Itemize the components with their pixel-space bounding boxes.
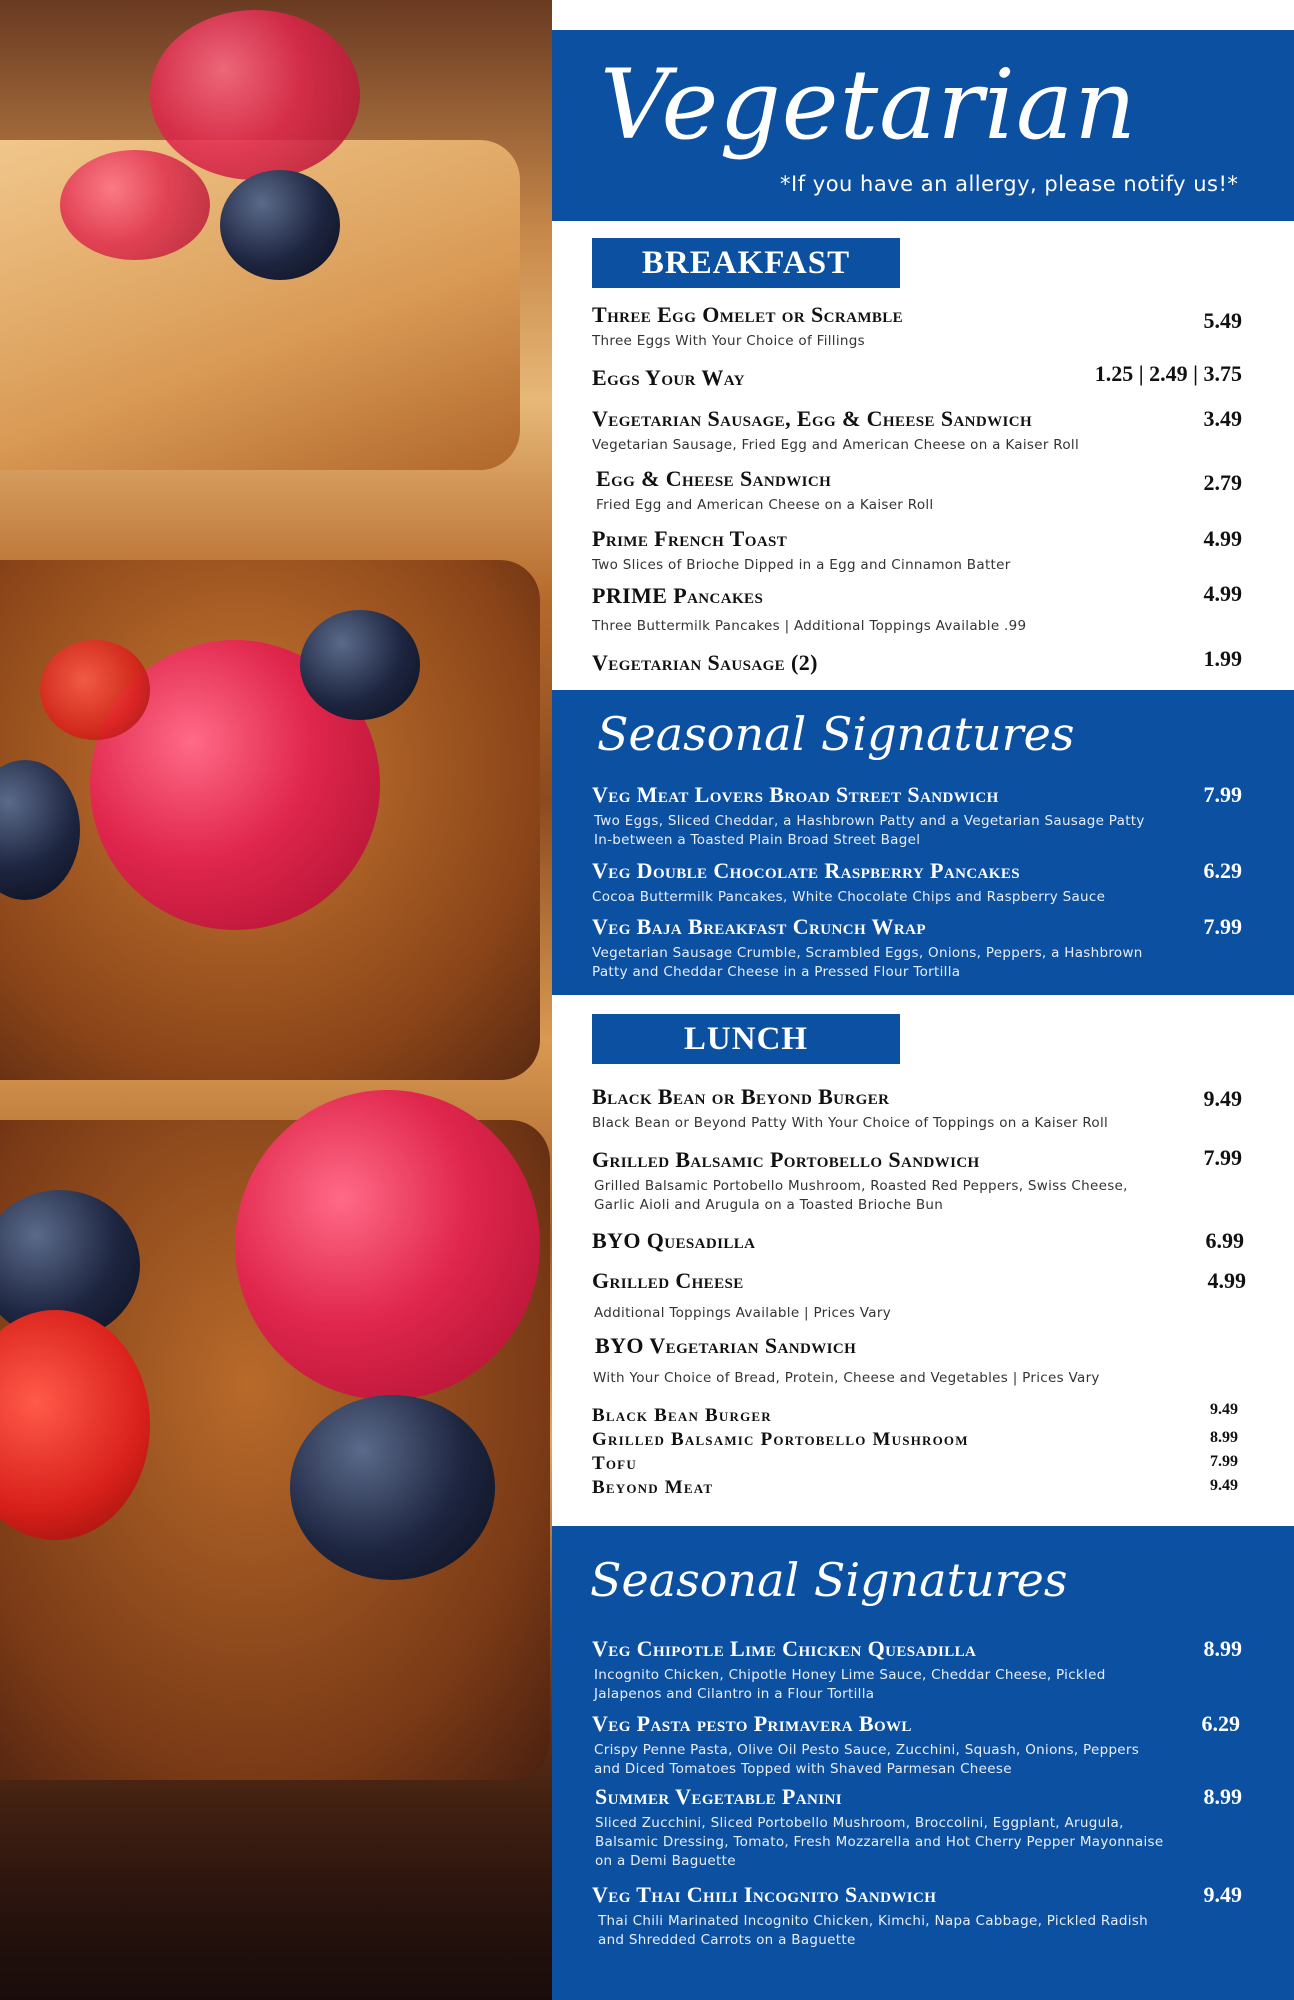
blueberry xyxy=(220,170,340,280)
item-name: BYO Quesadilla xyxy=(592,1228,756,1253)
item-price: 1.99 xyxy=(1203,646,1242,671)
menu-item xyxy=(592,583,1242,636)
item-price: 8.99 xyxy=(1203,1636,1242,1661)
item-description: With Your Choice of Bread, Protein, Cheese and Vegetables | Prices Vary xyxy=(593,1370,1100,1386)
item-price: 5.49 xyxy=(1203,308,1242,333)
menu-item xyxy=(592,646,1242,676)
menu-item xyxy=(595,1784,1245,1871)
byo-option xyxy=(592,1477,1242,1499)
item-name: Veg Meat Lovers Broad Street Sandwich xyxy=(592,782,999,807)
raspberry xyxy=(150,10,360,180)
item-description: Two Eggs, Sliced Cheddar, a Hashbrown Patty and a Vegetarian Sausage Patty In-between a Toasted Plain Broad Street Bagel xyxy=(594,813,1145,848)
raspberry xyxy=(60,150,210,260)
item-name: PRIME Pancakes xyxy=(592,583,764,608)
item-name: Vegetarian Sausage, Egg & Cheese Sandwich xyxy=(592,406,1033,431)
menu-item xyxy=(592,526,1242,575)
option-price: 8.99 xyxy=(1210,1429,1238,1446)
lunch-signatures-band xyxy=(552,1526,1294,2000)
item-name: Eggs Your Way xyxy=(592,365,745,390)
menu-item xyxy=(595,1333,1245,1388)
menu-item xyxy=(592,1084,1242,1133)
option-price: 9.49 xyxy=(1210,1401,1238,1418)
item-description: Three Eggs With Your Choice of Fillings xyxy=(592,333,865,349)
item-description: Two Slices of Brioche Dipped in a Egg and Cinnamon Batter xyxy=(592,557,1011,573)
item-name: Veg Thai Chili Incognito Sandwich xyxy=(592,1882,937,1907)
item-name: Grilled Cheese xyxy=(592,1268,744,1293)
menu-item xyxy=(592,914,1242,982)
raspberry xyxy=(235,1090,540,1400)
item-price: 6.29 xyxy=(1201,1711,1240,1736)
item-description: Fried Egg and American Cheese on a Kaiser Roll xyxy=(596,497,934,513)
item-name: Egg & Cheese Sandwich xyxy=(596,466,832,491)
byo-option xyxy=(592,1429,1242,1451)
item-description: Black Bean or Beyond Patty With Your Choice of Toppings on a Kaiser Roll xyxy=(592,1115,1109,1131)
item-description: Vegetarian Sausage, Fried Egg and American Cheese on a Kaiser Roll xyxy=(592,437,1079,453)
signatures-heading: Seasonal Signatures xyxy=(590,1553,1068,1607)
option-price: 9.49 xyxy=(1210,1477,1238,1494)
item-price: 7.99 xyxy=(1203,914,1242,939)
item-price: 9.49 xyxy=(1203,1086,1242,1111)
item-name: BYO Vegetarian Sandwich xyxy=(595,1333,857,1358)
item-price: 1.25 | 2.49 | 3.75 xyxy=(1094,361,1242,386)
item-name: Veg Chipotle Lime Chicken Quesadilla xyxy=(592,1636,977,1661)
option-name: Black Bean Burger xyxy=(592,1405,772,1426)
menu-item xyxy=(592,1268,1246,1323)
item-name: Vegetarian Sausage (2) xyxy=(592,650,818,675)
item-description: Incognito Chicken, Chipotle Honey Lime Sauce, Cheddar Cheese, Pickled Jalapenos and Cilantro in a Flour Tortilla xyxy=(594,1667,1106,1702)
signatures-heading: Seasonal Signatures xyxy=(597,707,1075,761)
item-price: 8.99 xyxy=(1203,1784,1242,1809)
item-price: 2.79 xyxy=(1203,470,1242,495)
menu-item xyxy=(592,1882,1242,1950)
menu-item xyxy=(592,1147,1242,1215)
item-name: Veg Double Chocolate Raspberry Pancakes xyxy=(592,858,1021,883)
item-price: 9.49 xyxy=(1203,1882,1242,1907)
item-description: Sliced Zucchini, Sliced Portobello Mushroom, Broccolini, Eggplant, Arugula, Balsamic Dressing, Tomato, Fresh Mozzarella and Hot Cherry Pepper Mayonnaise on a Demi Baguette xyxy=(595,1815,1164,1869)
header-band xyxy=(552,30,1294,221)
item-price: 3.49 xyxy=(1203,406,1242,431)
item-description: Crispy Penne Pasta, Olive Oil Pesto Sauce, Zucchini, Squash, Onions, Peppers and Diced Tomatoes Topped with Shaved Parmesan Cheese xyxy=(594,1742,1140,1777)
breakfast-heading: BREAKFAST xyxy=(592,238,900,288)
item-name: Grilled Balsamic Portobello Sandwich xyxy=(592,1147,980,1172)
menu-item xyxy=(592,406,1242,455)
option-name: Grilled Balsamic Portobello Mushroom xyxy=(592,1429,969,1450)
menu-item xyxy=(592,1711,1242,1779)
menu-item xyxy=(596,466,1246,515)
strawberry xyxy=(40,640,150,740)
item-description: Thai Chili Marinated Incognito Chicken, Kimchi, Napa Cabbage, Pickled Radish and Shredded Carrots on a Baguette xyxy=(598,1913,1148,1948)
menu-panel xyxy=(552,0,1294,2000)
menu-title: Vegetarian xyxy=(600,49,1138,161)
lunch-heading: LUNCH xyxy=(592,1014,900,1064)
item-price: 6.99 xyxy=(1205,1228,1244,1253)
menu-item xyxy=(592,302,1242,351)
menu-item xyxy=(592,361,1242,391)
item-price: 4.99 xyxy=(1203,526,1242,551)
menu-item xyxy=(592,1636,1242,1704)
option-price: 7.99 xyxy=(1210,1453,1238,1470)
item-description: Three Buttermilk Pancakes | Additional Toppings Available .99 xyxy=(592,618,1027,634)
item-price: 4.99 xyxy=(1203,581,1242,606)
menu-item xyxy=(592,782,1242,850)
item-price: 7.99 xyxy=(1203,1145,1242,1170)
byo-option xyxy=(592,1401,1242,1427)
item-name: Veg Baja Breakfast Crunch Wrap xyxy=(592,914,926,939)
french-toast-photo xyxy=(0,0,552,2000)
breakfast-signatures-band xyxy=(552,690,1294,995)
item-description: Cocoa Buttermilk Pancakes, White Chocolate Chips and Raspberry Sauce xyxy=(592,889,1106,905)
item-price: 7.99 xyxy=(1203,782,1242,807)
item-name: Summer Vegetable Panini xyxy=(595,1784,842,1809)
item-name: Three Egg Omelet or Scramble xyxy=(592,302,904,327)
menu-item xyxy=(592,858,1242,907)
item-name: Veg Pasta pesto Primavera Bowl xyxy=(592,1711,912,1736)
option-name: Tofu xyxy=(592,1453,637,1474)
item-description: Vegetarian Sausage Crumble, Scrambled Eggs, Onions, Peppers, a Hashbrown Patty and Cheddar Cheese in a Pressed Flour Tortilla xyxy=(592,945,1143,980)
blueberry xyxy=(300,610,420,720)
blueberry xyxy=(290,1395,495,1580)
option-name: Beyond Meat xyxy=(592,1477,714,1498)
menu-item xyxy=(592,1228,1242,1254)
item-description: Grilled Balsamic Portobello Mushroom, Roasted Red Peppers, Swiss Cheese, Garlic Aioli and Arugula on a Toasted Brioche Bun xyxy=(594,1178,1128,1213)
item-price: 4.99 xyxy=(1207,1268,1246,1293)
allergy-note: *If you have an allergy, please notify us!* xyxy=(780,172,1239,196)
item-name: Black Bean or Beyond Burger xyxy=(592,1084,890,1109)
item-price: 6.29 xyxy=(1203,858,1242,883)
item-name: Prime French Toast xyxy=(592,526,788,551)
item-description: Additional Toppings Available | Prices Vary xyxy=(594,1305,892,1321)
byo-option xyxy=(592,1453,1242,1475)
